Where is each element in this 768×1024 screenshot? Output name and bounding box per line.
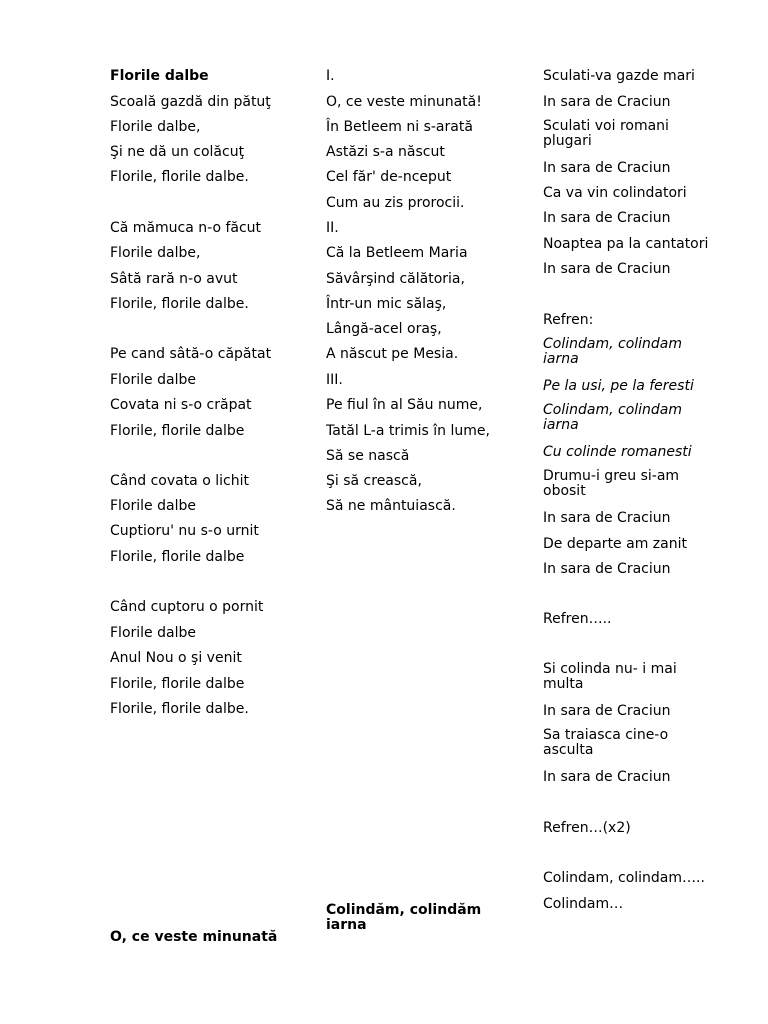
lyric-line: Florile, florile dalbe. xyxy=(110,169,249,185)
lyric-line: Florile dalbe, xyxy=(110,245,201,261)
lyric-line: Si colinda nu- i mai multa xyxy=(543,661,677,692)
lyric-line: Astăzi s-a născut xyxy=(326,144,445,160)
lyric-line: In sara de Craciun xyxy=(543,703,671,719)
lyric-line: Florile, florile dalbe xyxy=(110,676,245,692)
lyric-line: De departe am zanit xyxy=(543,536,687,552)
lyric-line: In sara de Craciun xyxy=(543,261,671,277)
lyric-line: Florile, florile dalbe xyxy=(110,549,245,565)
lyric-line: In sara de Craciun xyxy=(543,94,671,110)
column-o-ce-veste xyxy=(326,0,526,1024)
lyric-line: Florile dalbe xyxy=(110,498,196,514)
lyric-line: Sâtă rară n-o avut xyxy=(110,271,238,287)
lyric-line: Noaptea pa la cantatori xyxy=(543,236,709,252)
lyric-line: In sara de Craciun xyxy=(543,160,671,176)
lyric-line: Lângă-acel oraş, xyxy=(326,321,442,337)
lyric-line: Că la Betleem Maria xyxy=(326,245,468,261)
column-sculati-gazde xyxy=(543,0,723,1024)
lyric-line: Sculati-va gazde mari xyxy=(543,68,695,84)
lyric-line: Florile, florile dalbe. xyxy=(110,701,249,717)
refrain-repeat: Refren….. xyxy=(543,611,612,627)
lyric-line: Covata ni s-o crăpat xyxy=(110,397,252,413)
lyric-line: Sculati voi romani plugari xyxy=(543,118,669,149)
lyric-line: In sara de Craciun xyxy=(543,210,671,226)
lyric-line: A născut pe Mesia. xyxy=(326,346,459,362)
lyric-line: Florile dalbe xyxy=(110,372,196,388)
lyric-line: Să se nască xyxy=(326,448,410,464)
lyric-line: O, ce veste minunată! xyxy=(326,94,482,110)
lyric-line: Drumu-i greu si-am obosit xyxy=(543,468,680,499)
verse-number: I. xyxy=(326,68,335,84)
refrain-label: Refren: xyxy=(543,312,594,328)
lyric-line: Cel făr' de-nceput xyxy=(326,169,452,185)
song-title: Florile dalbe xyxy=(110,68,209,84)
lyric-line: Florile, florile dalbe xyxy=(110,423,245,439)
lyric-line: Pe cand sâtă-o căpătat xyxy=(110,346,272,362)
lyric-line: Sa traiasca cine-o asculta xyxy=(543,727,669,758)
lyric-line: Anul Nou o şi venit xyxy=(110,650,242,666)
lyric-line: Săvârşind călătoria, xyxy=(326,271,465,287)
lyric-line: Florile, florile dalbe. xyxy=(110,296,249,312)
column-florile-dalbe xyxy=(110,0,310,1024)
lyric-line: Cuptioru' nu s-o urnit xyxy=(110,523,259,539)
verse-number: III. xyxy=(326,372,343,388)
lyric-line: Florile dalbe, xyxy=(110,119,201,135)
lyric-line: Colindam… xyxy=(543,896,624,912)
lyric-line: In sara de Craciun xyxy=(543,561,671,577)
lyric-line: In sara de Craciun xyxy=(543,510,671,526)
lyric-line: Pe fiul în al Său nume, xyxy=(326,397,483,413)
lyric-line: Cum au zis prorocii. xyxy=(326,195,465,211)
refrain-line: Colindam, colindam iarna xyxy=(543,402,683,433)
lyric-line: In sara de Craciun xyxy=(543,769,671,785)
refrain-repeat: Refren…(x2) xyxy=(543,820,631,836)
lyric-line: Şi să crească, xyxy=(326,473,422,489)
lyric-line: Ca va vin colindatori xyxy=(543,185,687,201)
verse-number: II. xyxy=(326,220,339,236)
next-song-title: O, ce veste minunată xyxy=(110,929,278,945)
lyric-line: Tatăl L-a trimis în lume, xyxy=(326,423,490,439)
lyric-line: Scoală gazdă din pătuţ xyxy=(110,94,271,110)
refrain-line: Colindam, colindam iarna xyxy=(543,336,683,367)
lyric-line: Şi ne dă un colăcuţ xyxy=(110,144,245,160)
lyric-line: Că mămuca n-o făcut xyxy=(110,220,262,236)
refrain-line: Pe la usi, pe la feresti xyxy=(543,378,694,394)
lyric-line: Florile dalbe xyxy=(110,625,196,641)
next-song-title: Colindăm, colindăm iarna xyxy=(326,902,482,933)
lyric-line: Când covata o lichit xyxy=(110,473,249,489)
refrain-line: Cu colinde romanesti xyxy=(543,444,692,460)
lyric-line: Colindam, colindam….. xyxy=(543,870,705,886)
lyric-line: În Betleem ni s-arată xyxy=(326,119,473,135)
lyric-line: Când cuptoru o pornit xyxy=(110,599,264,615)
lyric-line: Într-un mic sălaş, xyxy=(326,296,447,312)
lyric-line: Să ne mântuiască. xyxy=(326,498,456,514)
